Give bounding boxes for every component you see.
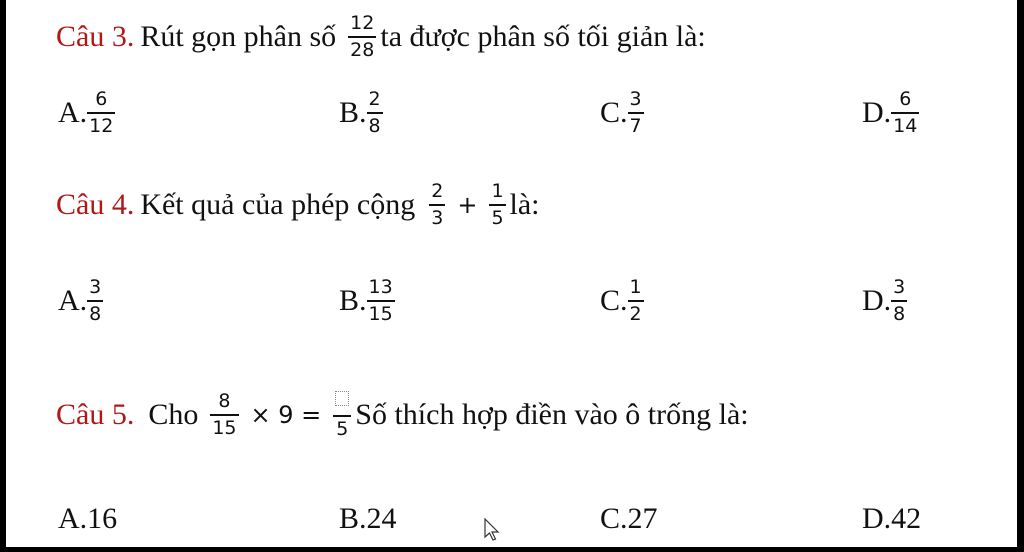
option-fraction bbox=[628, 90, 644, 136]
fraction-denominator: 5 bbox=[336, 418, 349, 440]
option-fraction bbox=[891, 278, 907, 324]
option-fraction bbox=[367, 90, 383, 136]
q5-option-a[interactable]: A.16 bbox=[58, 502, 118, 535]
option-fraction bbox=[628, 278, 644, 324]
fraction-denominator: 15 bbox=[212, 416, 237, 439]
fraction-numerator: 3 bbox=[89, 276, 102, 298]
fraction-numerator: 6 bbox=[899, 88, 912, 110]
question-4-fraction-1 bbox=[429, 182, 445, 228]
q4-option-b[interactable] bbox=[339, 278, 399, 324]
fraction-numerator: 6 bbox=[95, 88, 108, 110]
fraction-denominator: 3 bbox=[431, 207, 444, 229]
question-3-text-post: ta được phân số tối giản là: bbox=[380, 20, 706, 53]
option-letter: B. bbox=[339, 284, 367, 317]
question-3-label: Câu 3. bbox=[56, 20, 135, 53]
fraction-denominator: 8 bbox=[893, 303, 906, 325]
q4-option-a[interactable] bbox=[58, 278, 107, 324]
question-5-fraction-2 bbox=[333, 390, 351, 439]
plus-sign: + bbox=[457, 191, 478, 219]
question-4-label: Câu 4. bbox=[56, 188, 135, 221]
question-5-text-post: Số thích hợp điền vào ô trống là: bbox=[355, 397, 749, 431]
fraction-numerator: 1 bbox=[629, 276, 642, 298]
question-3-text-pre: Rút gọn phân số bbox=[140, 20, 337, 53]
question-4-fraction-2 bbox=[489, 182, 505, 228]
option-letter: A. bbox=[58, 284, 88, 317]
question-4-text-post: là: bbox=[509, 188, 540, 221]
fraction-numerator: 8 bbox=[218, 389, 231, 412]
fraction-denominator: 15 bbox=[368, 303, 393, 325]
fraction-numerator: 13 bbox=[368, 276, 393, 298]
fraction-numerator: 3 bbox=[893, 276, 906, 298]
fraction-numerator: 2 bbox=[368, 88, 381, 110]
fraction-denominator: 5 bbox=[491, 207, 504, 229]
fraction-numerator: 2 bbox=[431, 180, 444, 202]
fraction-numerator: 12 bbox=[350, 12, 375, 34]
q4-option-c[interactable] bbox=[600, 278, 648, 324]
question-5-label: Câu 5. bbox=[56, 397, 135, 431]
option-letter: A. bbox=[58, 96, 88, 129]
question-3 bbox=[56, 14, 706, 60]
question-4-text-pre: Kết quả của phép cộng bbox=[140, 188, 416, 221]
fraction-denominator: 7 bbox=[629, 115, 642, 137]
fraction-numerator: 1 bbox=[491, 180, 504, 202]
option-letter: D. bbox=[862, 284, 892, 317]
question-4 bbox=[56, 182, 540, 228]
fraction-denominator: 2 bbox=[629, 303, 642, 325]
blank-box bbox=[335, 391, 349, 406]
option-fraction bbox=[367, 278, 395, 324]
question-5 bbox=[56, 390, 749, 439]
fraction-denominator: 8 bbox=[368, 115, 381, 137]
fraction-denominator: 28 bbox=[350, 39, 375, 61]
mouse-cursor-icon bbox=[484, 518, 500, 542]
q4-option-d[interactable] bbox=[862, 278, 911, 324]
q5-option-c[interactable]: C.27 bbox=[600, 502, 658, 535]
times-nine-equals: × 9 = bbox=[250, 400, 322, 429]
q5-option-b[interactable]: B.24 bbox=[339, 502, 397, 535]
option-fraction bbox=[87, 90, 115, 136]
fraction-denominator: 14 bbox=[893, 115, 918, 137]
worksheet-page bbox=[6, 0, 1017, 547]
q5-option-d[interactable]: D.42 bbox=[862, 502, 922, 535]
question-3-fraction bbox=[348, 14, 376, 60]
fraction-denominator: 8 bbox=[89, 303, 102, 325]
q3-option-d[interactable] bbox=[862, 90, 923, 136]
question-5-text-pre: Cho bbox=[148, 397, 199, 431]
fraction-denominator: 12 bbox=[89, 115, 114, 137]
option-fraction bbox=[87, 278, 103, 324]
question-5-fraction-1 bbox=[210, 389, 238, 439]
option-letter: D. bbox=[862, 96, 892, 129]
option-fraction bbox=[891, 90, 919, 136]
fraction-numerator: 3 bbox=[629, 88, 642, 110]
option-letter: B. bbox=[339, 96, 367, 129]
q3-option-b[interactable] bbox=[339, 90, 387, 136]
q3-option-c[interactable] bbox=[600, 90, 648, 136]
option-letter: C. bbox=[600, 284, 628, 317]
option-letter: C. bbox=[600, 96, 628, 129]
q3-option-a[interactable] bbox=[58, 90, 119, 136]
